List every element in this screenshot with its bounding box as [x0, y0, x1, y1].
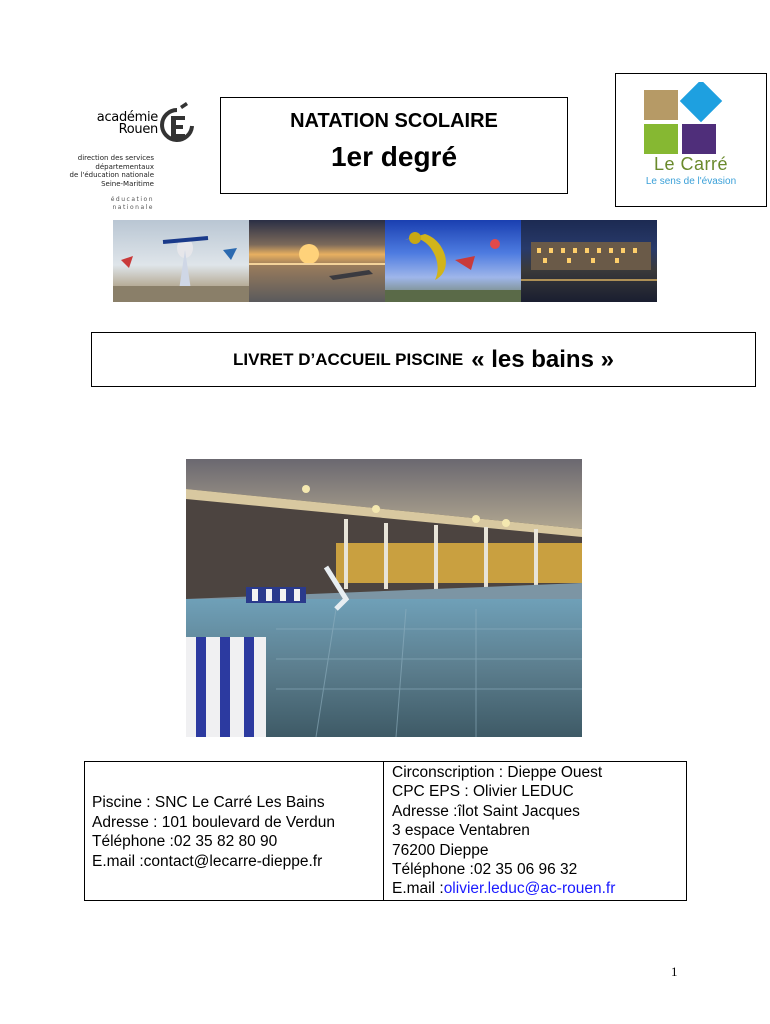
le-carre-name: Le Carré — [653, 154, 729, 174]
circonscription-contact-cell — [384, 762, 686, 900]
circonscription-email-row — [392, 879, 686, 898]
contact-info-table — [84, 761, 687, 901]
academie-rouen-logo — [69, 96, 196, 216]
circonscription-city: 76200 Dieppe — [392, 841, 489, 859]
title-natation-scolaire: NATATION SCOLAIRE — [290, 110, 498, 132]
sunset-beach-photo — [249, 220, 385, 302]
gecko-kite-photo — [385, 220, 521, 302]
piscine-name: Piscine : SNC Le Carré Les Bains — [92, 794, 325, 811]
le-carre-squares-icon — [642, 82, 732, 154]
page-number: 1 — [671, 964, 678, 979]
academie-education-nationale: éducation nationale — [110, 196, 154, 211]
le-carre-tagline: Le sens de l'évasion — [645, 176, 737, 187]
email-link[interactable]: olivier.leduc@ac-rouen.fr — [443, 880, 616, 898]
piscine-email: E.mail :contact@lecarre-dieppe.fr — [92, 852, 323, 870]
academie-e-emblem — [160, 102, 194, 146]
piscine-phone: Téléphone :02 35 82 80 90 — [92, 833, 278, 851]
circonscription-phone: Téléphone :02 35 06 96 32 — [392, 861, 578, 879]
academie-name: académie Rouen — [96, 110, 158, 137]
le-carre-logo — [615, 73, 767, 207]
cpc-eps: CPC EPS : Olivier LEDUC — [392, 783, 574, 801]
livret-title-box — [91, 332, 756, 387]
dieppe-harbour-night-photo — [521, 220, 657, 302]
circonscription-name: Circonscription : Dieppe Ouest — [392, 764, 603, 781]
livret-title: LIVRET D’ACCUEIL PISCINE — [233, 349, 464, 369]
circonscription-address-street: 3 espace Ventabren — [392, 822, 530, 840]
academie-subtitle: direction des services départementaux de l'éducation nationale Seine-Maritime — [69, 154, 154, 188]
piscine-contact-cell — [85, 762, 384, 900]
circonscription-address: Adresse :îlot Saint Jacques — [392, 802, 580, 820]
dieppe-photo-strip — [113, 220, 657, 302]
kites-photo — [113, 220, 249, 302]
title-box — [220, 97, 568, 194]
title-premier-degre: 1er degré — [330, 141, 458, 172]
piscine-address: Adresse : 101 boulevard de Verdun — [92, 813, 336, 831]
livret-subtitle-les-bains: « les bains » — [471, 345, 614, 373]
swimming-pool-photo — [186, 459, 582, 737]
email-label: E.mail : — [392, 880, 444, 898]
